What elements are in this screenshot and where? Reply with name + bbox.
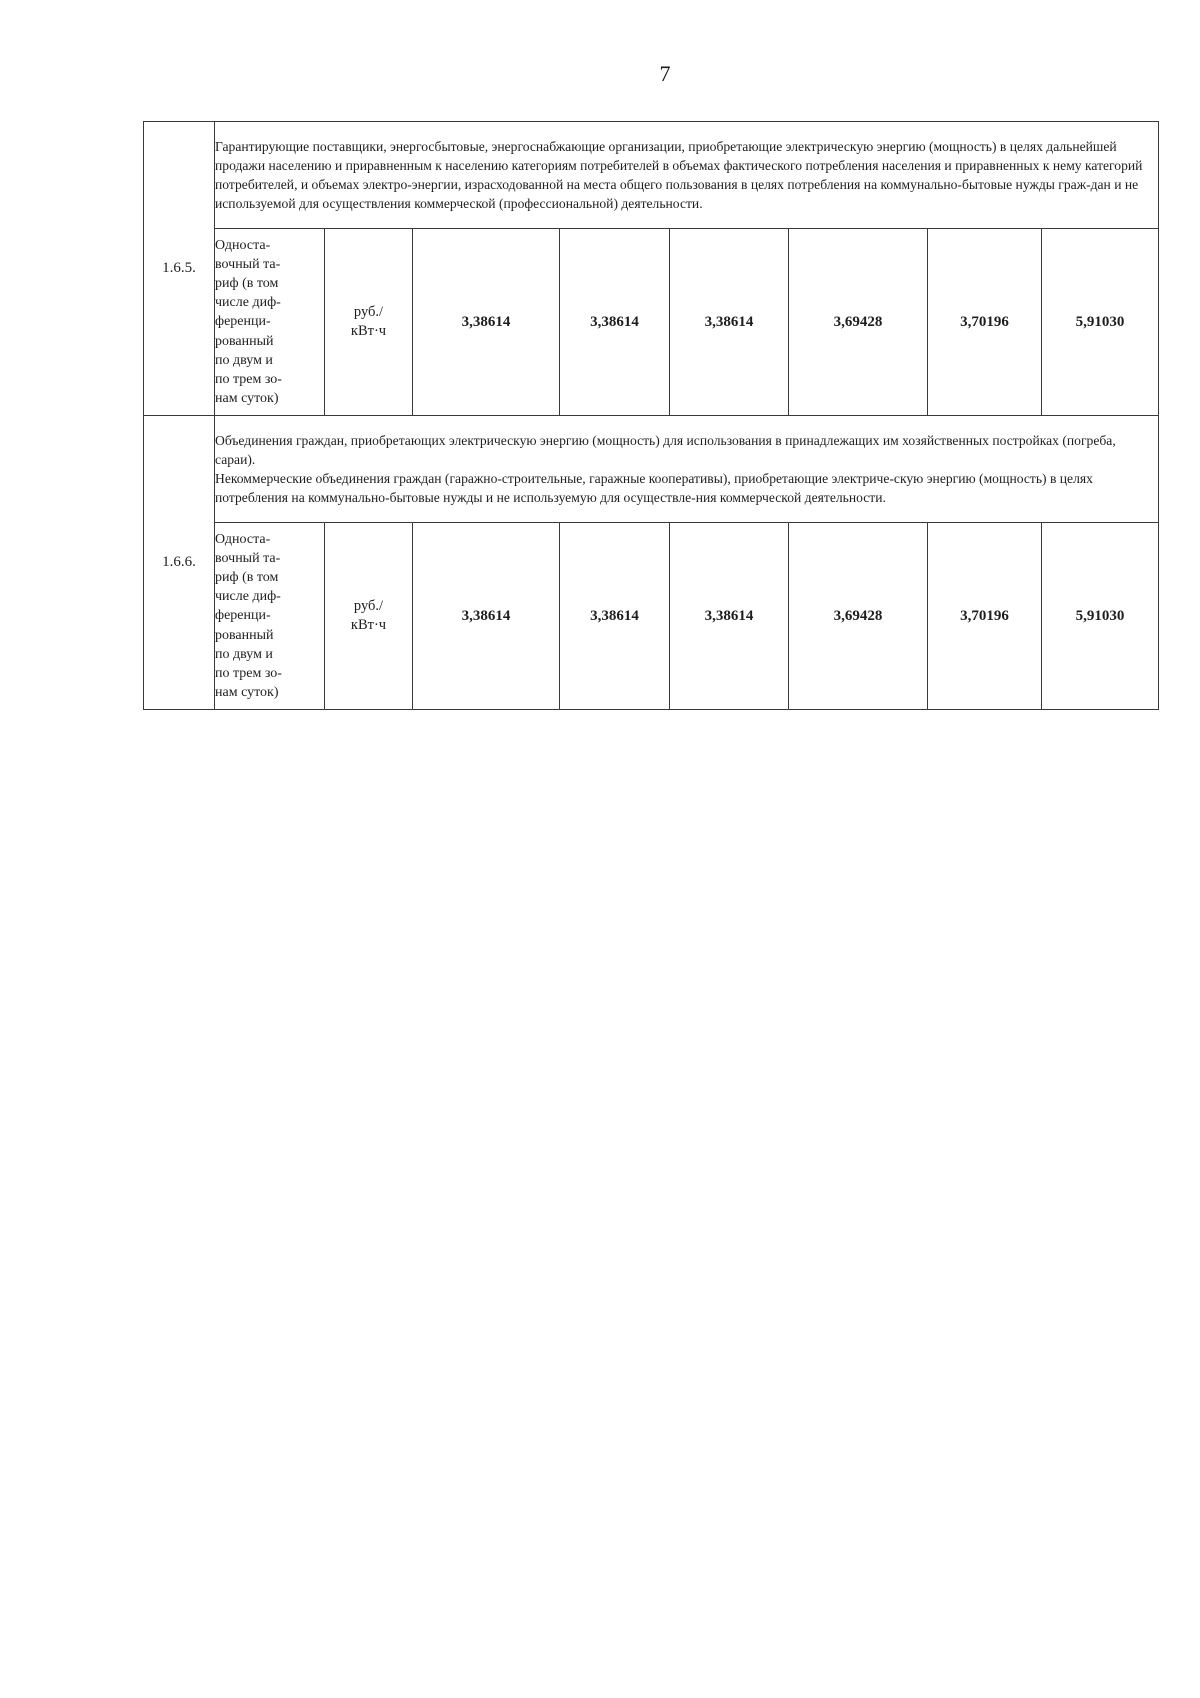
tariff-name-line: вочный та- [215,256,281,272]
tariff-value: 3,38614 [560,229,670,416]
tariff-value: 3,38614 [670,229,789,416]
tariff-name-line: по трем зо- [215,666,282,681]
tariff-name-line: по двум и [215,352,273,368]
tariff-name-line: рованный [215,627,274,643]
tariff-value: 5,91030 [1042,229,1159,416]
consumer-category-description [215,122,1159,229]
tariff-name-line: нам суток) [215,391,279,407]
tariff-name-line: Односта- [215,531,271,547]
table-row-tariff [144,523,1159,710]
tariff-value: 3,69428 [789,523,928,710]
tariff-value: 3,69428 [789,229,928,416]
page-number: 7 [659,61,671,86]
tariff-value: 5,91030 [1042,523,1159,710]
tariff-name-line: риф (в том [215,569,279,585]
tariff-name-line: нам суток) [215,685,279,701]
tariff-value: 3,70196 [928,523,1042,710]
unit-cell [325,229,413,416]
row-number: 1.6.6. [144,416,215,710]
unit-line: руб./ [353,304,384,320]
tariff-name-line: по трем зо- [215,372,282,387]
tariff-name-line: ференци- [215,314,271,330]
tariff-table [143,121,1159,710]
table-row-tariff [144,229,1159,416]
table-row-description [144,122,1159,229]
tariff-name-line: Односта- [215,237,271,253]
tariff-name [215,229,325,416]
unit-line: руб./ [353,598,384,614]
tariff-name [215,523,325,710]
unit-cell [325,523,413,710]
tariff-name-line: ференци- [215,608,271,624]
table-row-description [144,416,1159,523]
tariff-name-line: числе диф- [215,295,281,311]
tariff-name-line: рованный [215,333,274,349]
tariff-value: 3,38614 [413,523,560,710]
tariff-value: 3,38614 [560,523,670,710]
unit-line: кВт·ч [350,323,387,339]
consumer-category-description [215,416,1159,523]
unit-line: кВт·ч [350,617,387,633]
tariff-name-line: числе диф- [215,589,281,605]
tariff-value: 3,38614 [670,523,789,710]
tariff-value: 3,38614 [413,229,560,416]
tariff-name-line: вочный та- [215,550,281,566]
row-number: 1.6.5. [144,122,215,416]
tariff-name-line: по двум и [215,646,273,662]
tariff-value: 3,70196 [928,229,1042,416]
description-paragraph: Объединения граждан, приобретающих электрическую энергию (мощность) для использования в принадлежащих им хозяйственных постройках (погреба, сараи). [215,433,1116,467]
tariff-name-line: риф (в том [215,275,279,291]
description-paragraph: Некоммерческие объединения граждан (гаражно-строительные, гаражные кооперативы), приобретающие электриче-скую энергию (мощность) в целях потребления на коммунально-бытовые нужды и не используемую для осуществле-ния коммерческой деятельности. [215,471,1093,505]
description-paragraph: Гарантирующие поставщики, энергосбытовые, энергоснабжающие организации, приобретающие электрическую энергию (мощность) в целях дальнейшей продажи населению и приравненным к населению категориям потребителей в объемах фактического потребления населения и приравненных к нему категорий потребителей, и объемах электро-энергии, израсходованной на места общего пользования в целях потребления на коммунально-бытовые нужды граж-дан и не используемой для осуществления коммерческой (профессиональной) деятельности. [215,139,1143,211]
